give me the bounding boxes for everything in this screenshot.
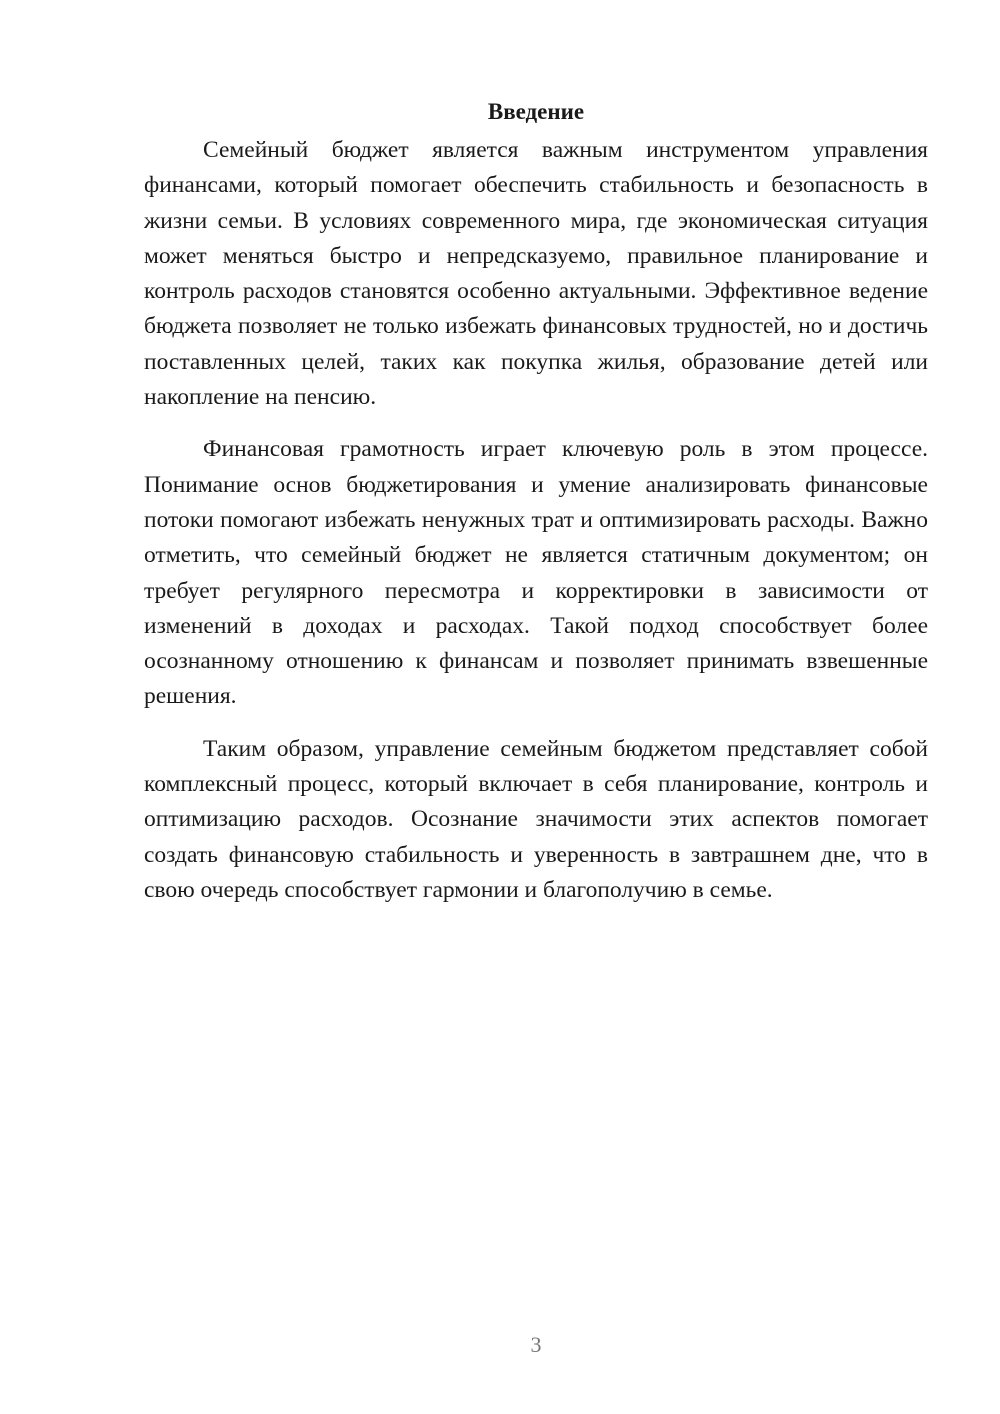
section-heading: Введение bbox=[487, 99, 585, 124]
page-body bbox=[144, 94, 928, 925]
paragraph-3: Таким образом, управление семейным бюджетом представляет собой комплексный процесс, который включает в себя планирование, контроль и оптимизацию расходов. Осознание значимости этих аспектов помогает создать финансовую стабильность и уверенность в завтрашнем дне, что в свою очередь способствует гармонии и благополучию в семье. bbox=[144, 735, 928, 903]
paragraph-1: Семейный бюджет является важным инструментом управления финансами, который помогает обеспечить стабильность и безопасность в жизни семьи. В условиях современного мира, где экономическая ситуация может меняться быстро и непредсказуемо, правильное планирование и контроль расходов становятся особенно актуальными. Эффективное ведение бюджета позволяет не только избежать финансовых трудностей, но и достичь поставленных целей, таких как покупка жилья, образование детей или накопление на пенсию. bbox=[144, 137, 928, 411]
page-number: 3 bbox=[530, 1332, 542, 1357]
paragraph-2: Финансовая грамотность играет ключевую роль в этом процессе. Понимание основ бюджетирования и умение анализировать финансовые потоки помогают избежать ненужных трат и оптимизировать расходы. Важно отметить, что семейный бюджет не является статичным документом; он требует регулярного пересмотра и корректировки в зависимости от изменений в доходах и расходах. Такой подход способствует более осознанному отношению к финансам и позволяет принимать взвешенные решения. bbox=[144, 436, 928, 710]
